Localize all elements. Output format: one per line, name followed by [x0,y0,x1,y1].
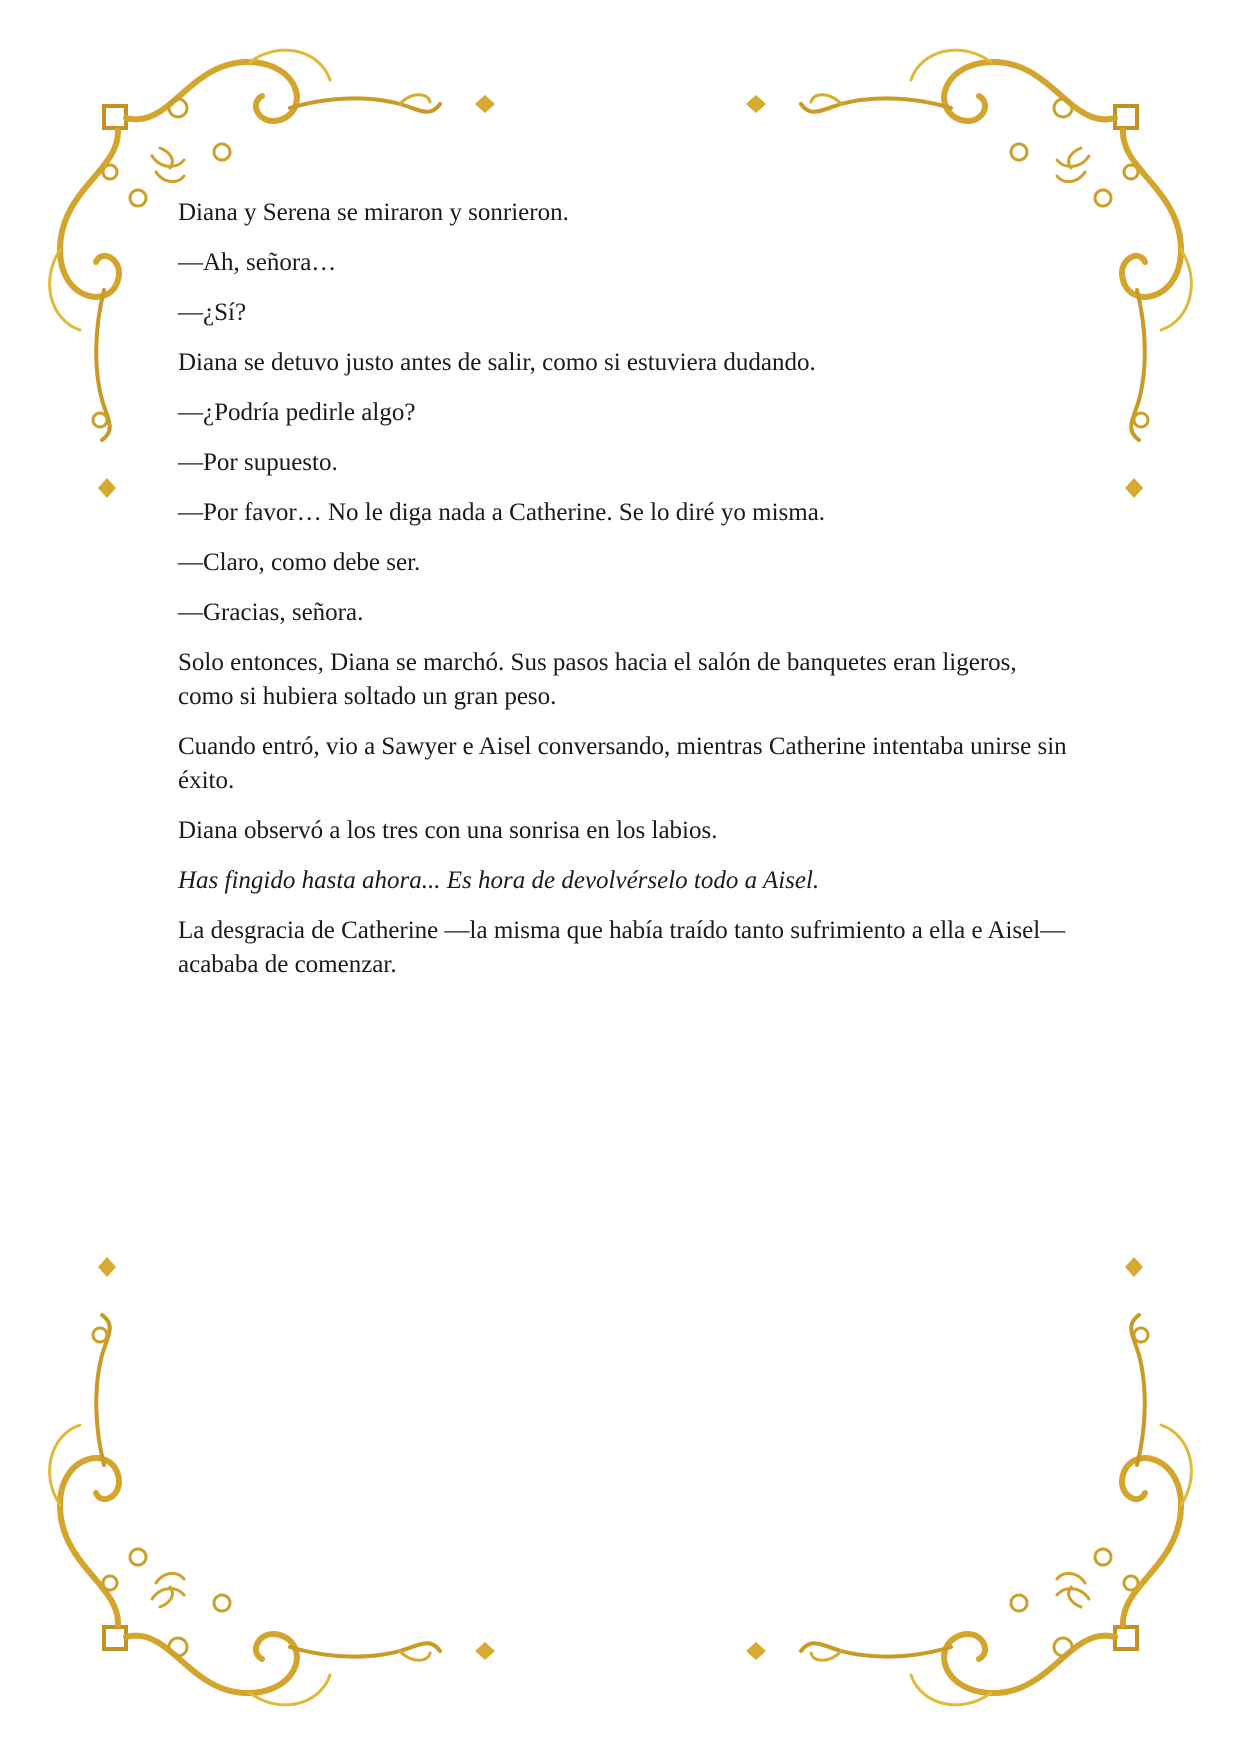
corner-ornament-bottom-left [50,1257,495,1705]
paragraph: Cuando entró, vio a Sawyer e Aisel conversando, mientras Catherine intentaba unirse sin éxito. [178,733,1067,794]
paragraph: Solo entonces, Diana se marchó. Sus pasos hacia el salón de banquetes eran ligeros, como si hubiera soltado un gran peso. [178,649,1017,710]
paragraph: La desgracia de Catherine —la misma que había traído tanto sufrimiento a ella e Aisel— acababa de comenzar. [178,917,1066,978]
paragraph: —Claro, como debe ser. [178,549,421,576]
paragraph-italic-thought: Has fingido hasta ahora... Es hora de devolvérselo todo a Aisel. [178,867,820,894]
paragraph: Diana y Serena se miraron y sonrieron. [178,199,569,226]
paragraph: —Por supuesto. [178,449,338,476]
paragraph: —Por favor… No le diga nada a Catherine. Se lo diré yo misma. [178,499,826,526]
paragraph: —Gracias, señora. [178,599,364,626]
paragraph: —¿Podría pedirle algo? [178,399,416,426]
corner-ornament-bottom-right [746,1257,1191,1705]
paragraph: —Ah, señora… [178,249,337,276]
paragraph: —¿Sí? [178,299,247,326]
paragraph: Diana observó a los tres con una sonrisa en los labios. [178,817,718,844]
document-body [178,196,1068,998]
paragraph: Diana se detuvo justo antes de salir, como si estuviera dudando. [178,349,816,376]
